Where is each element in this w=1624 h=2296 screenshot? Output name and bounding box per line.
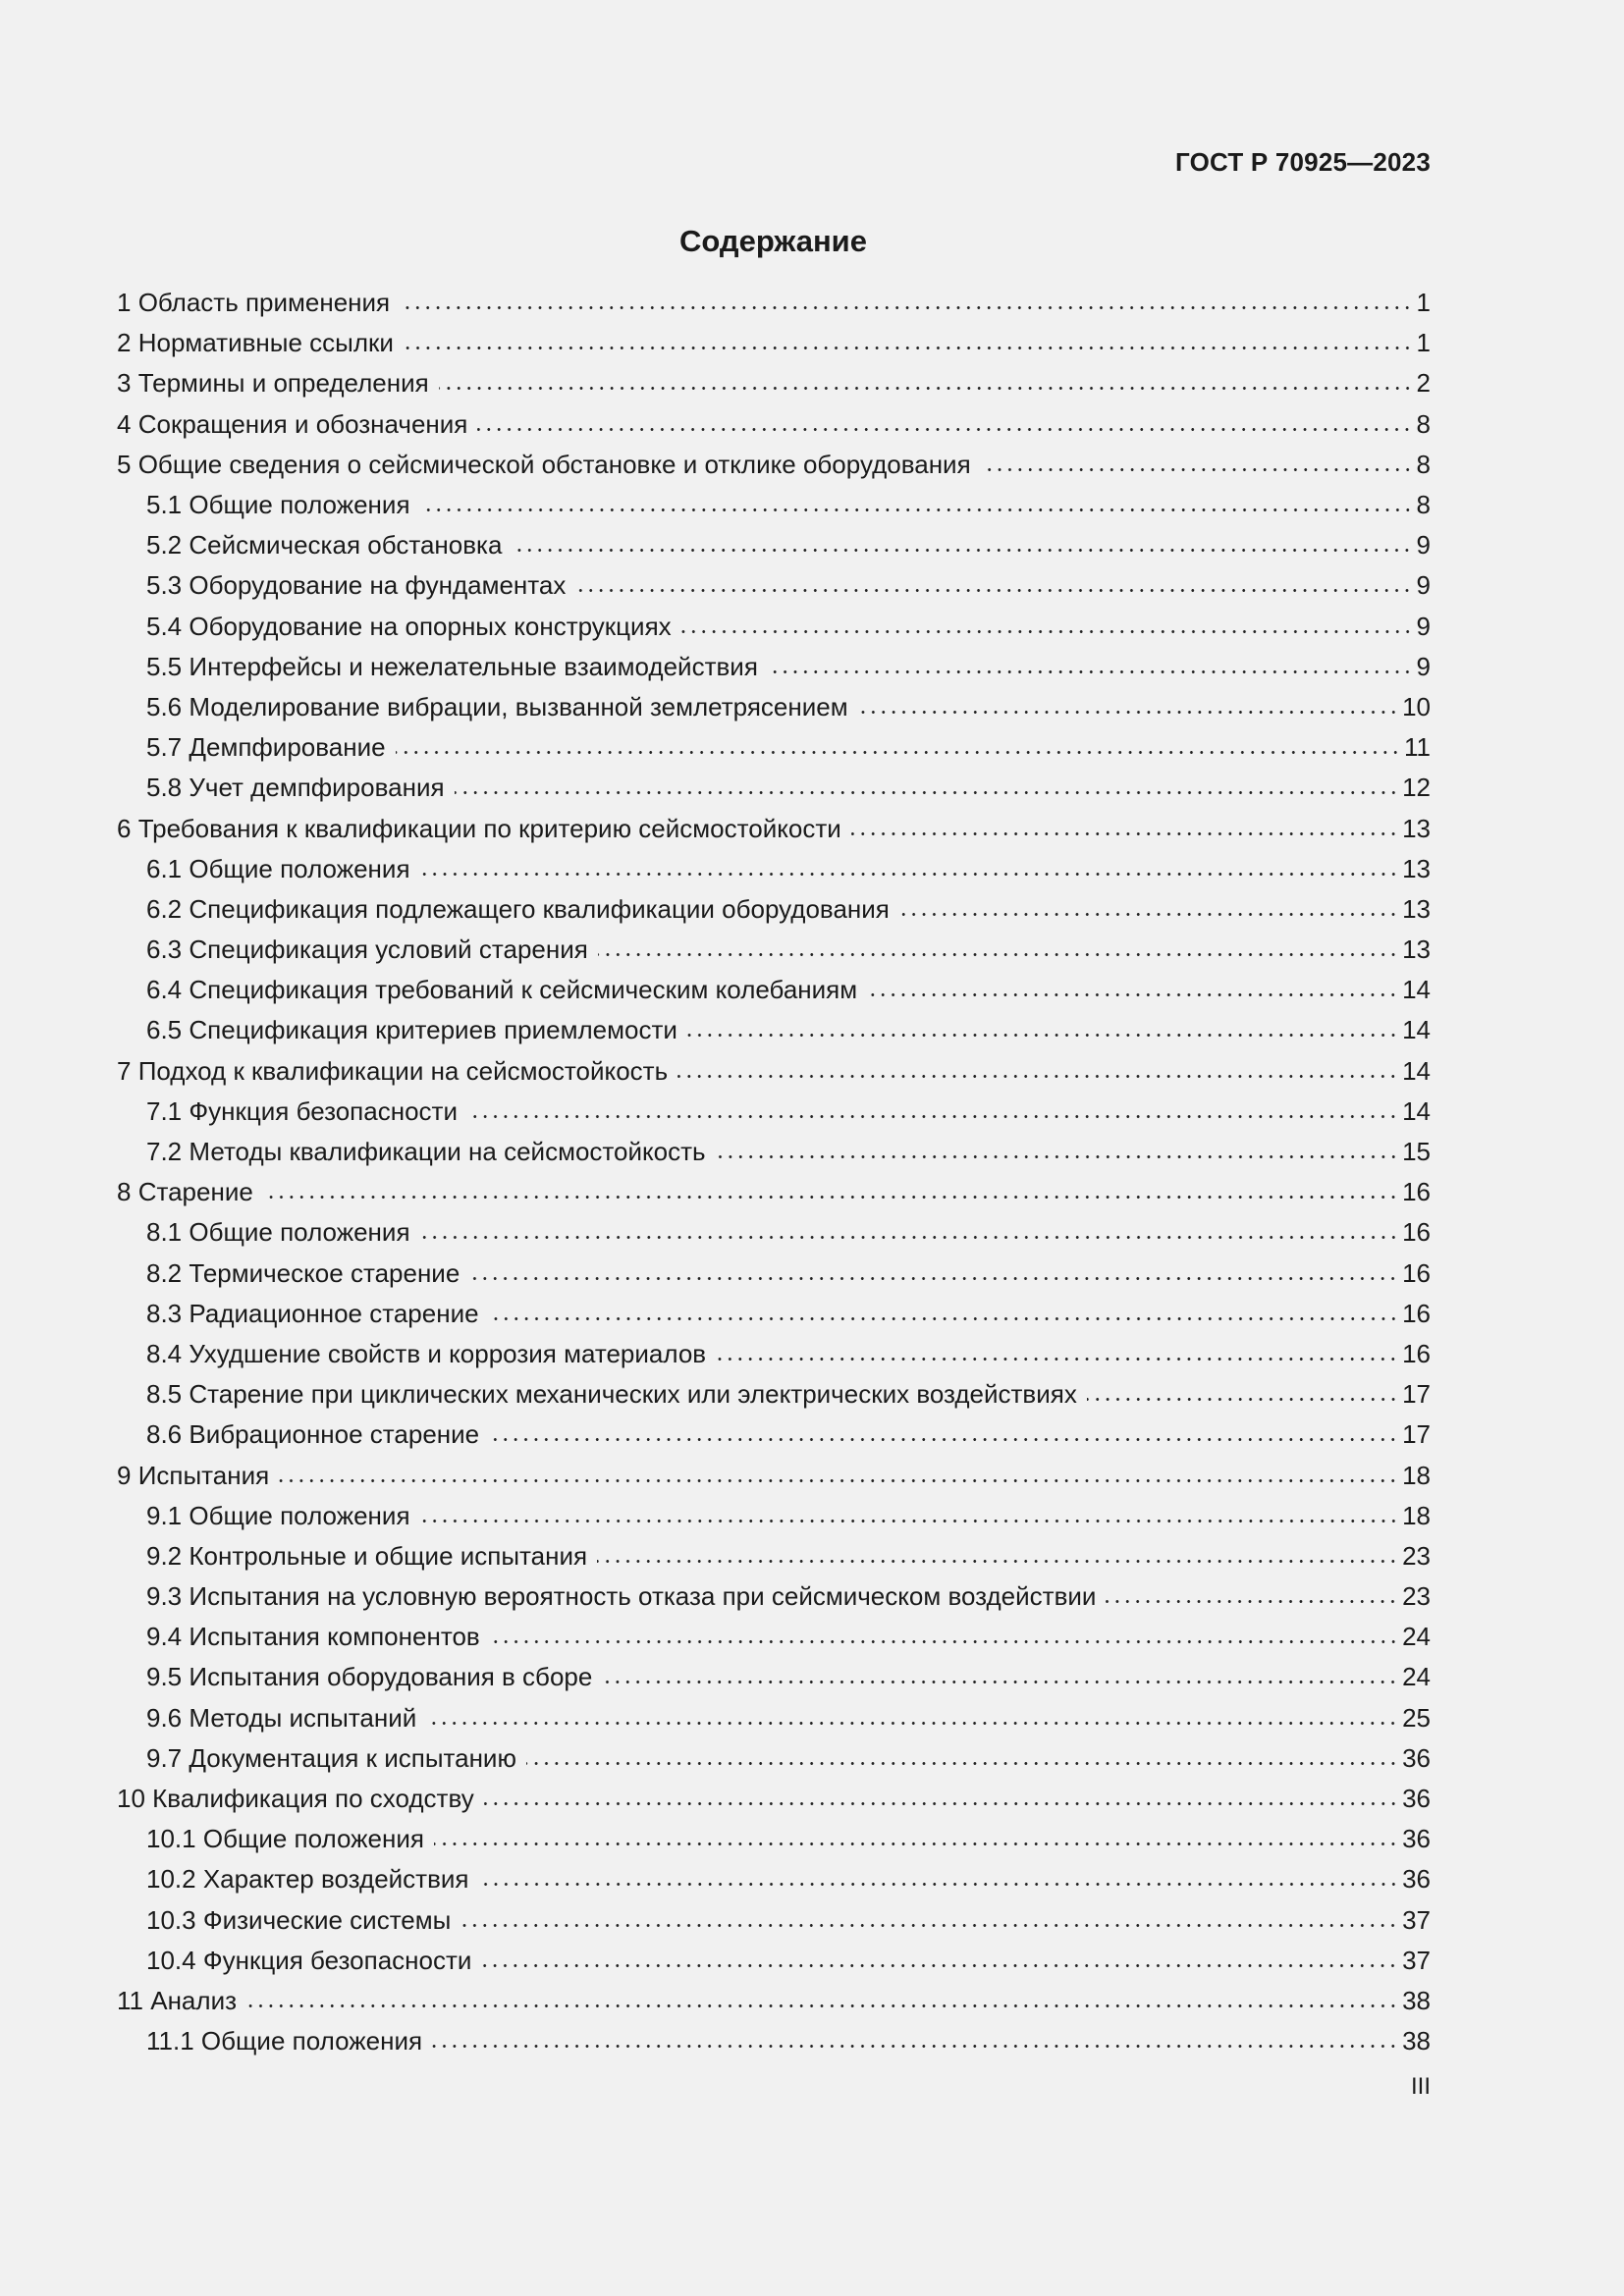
toc-entry-number: 9.1	[146, 1500, 183, 1530]
toc-entry-page: 2	[1416, 368, 1431, 399]
dot-leader	[490, 1640, 1398, 1643]
toc-entry-label	[146, 652, 758, 682]
dot-leader	[575, 589, 1412, 592]
toc-entry-number: 1	[117, 288, 132, 318]
dot-leader	[677, 1075, 1398, 1078]
toc-entry-label	[117, 1177, 253, 1207]
toc-entry-title: Испытания	[137, 1460, 270, 1490]
toc-entry-title: Методы квалификации на сейсмостойкость	[189, 1137, 706, 1167]
toc-entry-1[interactable]	[117, 283, 1431, 323]
dot-leader	[404, 347, 1413, 349]
toc-entry-page: 13	[1402, 934, 1431, 965]
toc-entry-number: 10	[117, 1784, 145, 1814]
toc-entry-label	[146, 1662, 592, 1692]
toc-entry-4[interactable]	[117, 404, 1431, 445]
toc-entry-10-2[interactable]	[117, 1859, 1431, 1899]
toc-entry-number: 8.4	[146, 1338, 183, 1368]
toc-entry-7-2[interactable]	[117, 1132, 1431, 1172]
toc-entry-8-2[interactable]	[117, 1254, 1431, 1294]
toc-entry-9-5[interactable]	[117, 1657, 1431, 1697]
toc-entry-label	[146, 1622, 480, 1652]
toc-entry-title: Характер воздействия	[202, 1864, 469, 1895]
toc-entry-title: Сокращения и обозначения	[137, 408, 468, 439]
toc-entry-page: 14	[1402, 1055, 1431, 1086]
toc-entry-page: 16	[1402, 1257, 1431, 1288]
dot-leader	[716, 1155, 1398, 1158]
toc-entry-title: Общие положения	[189, 1217, 410, 1248]
toc-entry-page: 36	[1402, 1864, 1431, 1895]
toc-entry-page: 1	[1416, 288, 1431, 318]
toc-entry-page: 8	[1416, 408, 1431, 439]
toc-entry-label	[146, 530, 502, 561]
page-number: III	[1410, 2073, 1431, 2100]
toc-entry-number: 5.5	[146, 651, 183, 681]
dot-leader	[477, 428, 1412, 431]
toc-entry-label	[146, 1703, 416, 1734]
toc-entry-number: 10.1	[146, 1824, 196, 1854]
toc-entry-5-5[interactable]	[117, 647, 1431, 687]
toc-entry-label	[117, 1056, 668, 1087]
toc-entry-label	[146, 1905, 451, 1936]
toc-entry-6-3[interactable]	[117, 930, 1431, 970]
toc-entry-page: 12	[1402, 773, 1431, 803]
toc-entry-number: 5.6	[146, 691, 183, 721]
toc-entry-title: Радиационное старение	[189, 1298, 479, 1328]
dot-leader	[434, 1842, 1398, 1845]
toc-entry-label	[146, 1217, 410, 1248]
toc-entry-title: Сейсмическая обстановка	[189, 530, 503, 561]
toc-entry-number: 7	[117, 1055, 132, 1086]
toc-entry-title: Общие сведения о сейсмической обстановке и отклике оборудования	[137, 449, 971, 479]
toc-entry-number: 11.1	[146, 2026, 194, 2056]
table-of-contents	[117, 283, 1431, 2061]
toc-entry-label	[146, 1258, 460, 1289]
toc-entry-label	[146, 1864, 469, 1895]
toc-entry-title: Спецификация критериев приемлемости	[189, 1015, 677, 1045]
toc-entry-page: 37	[1402, 1904, 1431, 1935]
toc-entry-label	[146, 2026, 422, 2056]
toc-entry-title: Общие положения	[202, 1824, 424, 1854]
toc-title: Содержание	[679, 224, 867, 258]
dot-leader	[526, 1762, 1398, 1765]
toc-entry-5-3[interactable]	[117, 565, 1431, 606]
toc-entry-number: 5	[117, 449, 132, 479]
toc-entry-number: 6	[117, 813, 132, 843]
toc-entry-label	[146, 1824, 424, 1854]
toc-entry-label	[146, 570, 566, 601]
toc-entry-label	[117, 409, 467, 440]
toc-entry-page: 17	[1402, 1419, 1431, 1450]
toc-entry-title: Термины и определения	[137, 368, 429, 399]
toc-entry-title: Нормативные ссылки	[137, 328, 394, 358]
toc-entry-number: 2	[117, 328, 132, 358]
toc-entry-2[interactable]	[117, 323, 1431, 363]
dot-leader	[512, 549, 1412, 552]
toc-entry-title: Требования к квалификации по критерию сейсмостойкости	[137, 813, 841, 843]
toc-entry-label	[117, 814, 841, 844]
toc-entry-page: 38	[1402, 2026, 1431, 2056]
toc-entry-number: 5.7	[146, 732, 183, 763]
toc-entry-title: Анализ	[150, 1985, 238, 2015]
dot-leader	[598, 953, 1398, 956]
toc-entry-label	[117, 1986, 237, 2016]
toc-entry-page: 23	[1402, 1540, 1431, 1571]
toc-entry-page: 10	[1402, 691, 1431, 721]
dot-leader	[681, 630, 1413, 633]
toc-entry-title: Документация к испытанию	[189, 1742, 516, 1773]
toc-entry-page: 1	[1416, 328, 1431, 358]
toc-entry-page: 9	[1416, 530, 1431, 561]
dot-leader	[899, 913, 1398, 916]
toc-entry-page: 9	[1416, 611, 1431, 641]
toc-entry-label	[146, 1096, 458, 1127]
toc-entry-title: Физические системы	[202, 1904, 452, 1935]
toc-entry-6-1[interactable]	[117, 849, 1431, 889]
toc-entry-title: Учет демпфирования	[189, 773, 445, 803]
toc-entry-6[interactable]	[117, 808, 1431, 848]
toc-entry-8-1[interactable]	[117, 1212, 1431, 1253]
toc-entry-page: 13	[1402, 853, 1431, 883]
toc-entry-9[interactable]	[117, 1455, 1431, 1495]
toc-entry-title: Контрольные и общие испытания	[189, 1540, 588, 1571]
toc-entry-number: 6.3	[146, 934, 183, 965]
toc-entry-page: 36	[1402, 1824, 1431, 1854]
toc-entry-title: Старение	[137, 1177, 253, 1207]
toc-entry-number: 9.3	[146, 1581, 183, 1612]
toc-entry-title: Спецификация требований к сейсмическим колебаниям	[189, 975, 858, 1005]
toc-entry-label	[117, 368, 429, 399]
toc-entry-label	[117, 1461, 269, 1491]
toc-entry-9-1[interactable]	[117, 1496, 1431, 1536]
dot-leader	[858, 711, 1398, 714]
toc-entry-label	[117, 328, 394, 358]
toc-entry-title: Область применения	[137, 288, 391, 318]
toc-entry-page: 13	[1402, 813, 1431, 843]
dot-leader	[426, 1722, 1398, 1725]
toc-entry-8[interactable]	[117, 1172, 1431, 1212]
dot-leader	[279, 1479, 1398, 1482]
toc-entry-7-1[interactable]	[117, 1092, 1431, 1132]
dot-leader	[867, 993, 1398, 996]
toc-entry-7[interactable]	[117, 1051, 1431, 1092]
toc-entry-6-5[interactable]	[117, 1010, 1431, 1050]
dot-leader	[439, 387, 1413, 390]
toc-entry-10-3[interactable]	[117, 1900, 1431, 1941]
toc-entry-number: 8.3	[146, 1298, 183, 1328]
toc-entry-page: 13	[1402, 893, 1431, 924]
dot-leader	[460, 1924, 1398, 1927]
toc-entry-title: Общие положения	[189, 853, 410, 883]
toc-entry-6-4[interactable]	[117, 970, 1431, 1010]
toc-entry-title: Общие положения	[189, 1500, 410, 1530]
toc-entry-page: 18	[1402, 1500, 1431, 1530]
toc-entry-page: 14	[1402, 1015, 1431, 1045]
toc-entry-label	[146, 1419, 479, 1450]
toc-entry-8-3[interactable]	[117, 1294, 1431, 1334]
toc-entry-label	[146, 773, 445, 803]
toc-entry-page: 8	[1416, 490, 1431, 520]
toc-entry-title: Термическое старение	[189, 1257, 460, 1288]
toc-entry-8-5[interactable]	[117, 1374, 1431, 1415]
toc-entry-number: 8	[117, 1177, 132, 1207]
toc-entry-label	[146, 934, 588, 965]
toc-entry-number: 9.5	[146, 1662, 183, 1692]
toc-entry-11[interactable]	[117, 1981, 1431, 2021]
dot-leader	[455, 791, 1399, 794]
dot-leader	[768, 670, 1413, 673]
toc-entry-title: Испытания на условную вероятность отказа при сейсмическом воздействии	[189, 1581, 1097, 1612]
toc-entry-label	[146, 1541, 587, 1572]
toc-entry-5-6[interactable]	[117, 687, 1431, 727]
toc-entry-page: 38	[1402, 1985, 1431, 2015]
toc-entry-number: 8.2	[146, 1257, 183, 1288]
toc-entry-title: Подход к квалификации на сейсмостойкость	[137, 1055, 669, 1086]
toc-entry-10-4[interactable]	[117, 1941, 1431, 1981]
toc-entry-10[interactable]	[117, 1779, 1431, 1819]
toc-entry-5-8[interactable]	[117, 768, 1431, 808]
toc-entry-5-2[interactable]	[117, 525, 1431, 565]
toc-entry-number: 5.8	[146, 773, 183, 803]
toc-entry-page: 16	[1402, 1298, 1431, 1328]
dot-leader	[851, 832, 1398, 835]
toc-entry-title: Оборудование на опорных конструкциях	[189, 611, 672, 641]
toc-entry-9-6[interactable]	[117, 1698, 1431, 1738]
dot-leader	[432, 2045, 1398, 2048]
toc-entry-label	[146, 1946, 471, 1976]
toc-entry-8-6[interactable]	[117, 1415, 1431, 1455]
toc-entry-number: 10.4	[146, 1945, 196, 1975]
toc-entry-page: 9	[1416, 651, 1431, 681]
toc-entry-number: 9.6	[146, 1702, 183, 1733]
toc-entry-number: 4	[117, 408, 132, 439]
toc-entry-label	[146, 1379, 1077, 1410]
dot-leader	[716, 1358, 1398, 1361]
toc-entry-label	[146, 854, 410, 884]
toc-entry-label	[146, 692, 848, 722]
dot-leader	[420, 508, 1413, 511]
toc-entry-label	[146, 490, 410, 520]
toc-entry-page: 23	[1402, 1581, 1431, 1612]
dot-leader	[420, 1236, 1399, 1239]
toc-entry-title: Спецификация условий старения	[189, 934, 588, 965]
toc-entry-5-4[interactable]	[117, 607, 1431, 647]
toc-entry-label	[146, 894, 890, 925]
toc-entry-number: 9.2	[146, 1540, 183, 1571]
toc-entry-page: 24	[1402, 1622, 1431, 1652]
toc-entry-number: 9.7	[146, 1742, 183, 1773]
toc-entry-page: 15	[1402, 1137, 1431, 1167]
toc-entry-title: Функция безопасности	[202, 1945, 472, 1975]
toc-entry-number: 8.6	[146, 1419, 183, 1450]
toc-entry-9-7[interactable]	[117, 1738, 1431, 1779]
toc-entry-page: 16	[1402, 1217, 1431, 1248]
toc-entry-10-1[interactable]	[117, 1819, 1431, 1859]
toc-entry-5-1[interactable]	[117, 485, 1431, 525]
toc-entry-page: 36	[1402, 1742, 1431, 1773]
toc-entry-page: 14	[1402, 975, 1431, 1005]
toc-entry-5-7[interactable]	[117, 727, 1431, 768]
toc-entry-title: Общие положения	[189, 490, 410, 520]
toc-entry-title: Интерфейсы и нежелательные взаимодействия	[189, 651, 758, 681]
toc-entry-label	[117, 1784, 474, 1814]
toc-entry-number: 5.2	[146, 530, 183, 561]
dot-leader	[481, 1964, 1398, 1967]
toc-entry-title: Оборудование на фундаментах	[189, 570, 567, 601]
dot-leader	[396, 751, 1400, 754]
toc-entry-page: 17	[1402, 1379, 1431, 1410]
toc-entry-number: 8.5	[146, 1379, 183, 1410]
toc-entry-number: 6.5	[146, 1015, 183, 1045]
toc-entry-6-2[interactable]	[117, 889, 1431, 930]
toc-entry-number: 3	[117, 368, 132, 399]
toc-entry-label	[146, 1299, 479, 1329]
toc-entry-number: 7.1	[146, 1095, 183, 1126]
dot-leader	[687, 1034, 1398, 1037]
toc-entry-label	[146, 1339, 706, 1369]
toc-entry-number: 6.1	[146, 853, 183, 883]
toc-entry-label	[117, 288, 390, 318]
dot-leader	[479, 1883, 1399, 1886]
dot-leader	[420, 1520, 1399, 1522]
dot-leader	[602, 1681, 1398, 1683]
toc-entry-title: Квалификация по сходству	[152, 1784, 474, 1814]
toc-entry-page: 25	[1402, 1702, 1431, 1733]
toc-entry-number: 10.3	[146, 1904, 196, 1935]
toc-entry-3[interactable]	[117, 363, 1431, 403]
dot-leader	[981, 468, 1413, 471]
toc-entry-title: Общие положения	[200, 2026, 423, 2056]
toc-entry-title: Ухудшение свойств и коррозия материалов	[189, 1338, 707, 1368]
toc-entry-title: Функция безопасности	[189, 1095, 458, 1126]
toc-entry-number: 9.4	[146, 1622, 183, 1652]
toc-entry-title: Старение при циклических механических или электрических воздействиях	[189, 1379, 1077, 1410]
toc-entry-label	[146, 612, 672, 642]
dot-leader	[1106, 1600, 1398, 1603]
toc-entry-label	[146, 1137, 706, 1167]
dot-leader	[467, 1115, 1398, 1118]
toc-entry-label	[117, 450, 971, 480]
dot-leader	[263, 1196, 1398, 1199]
dot-leader	[246, 2004, 1398, 2007]
toc-entry-page: 36	[1402, 1784, 1431, 1814]
toc-entry-title: Методы испытаний	[189, 1702, 417, 1733]
dot-leader	[400, 306, 1412, 309]
toc-entry-page: 18	[1402, 1460, 1431, 1490]
toc-entry-number: 7.2	[146, 1137, 183, 1167]
toc-entry-page: 8	[1416, 449, 1431, 479]
toc-entry-9-2[interactable]	[117, 1536, 1431, 1576]
toc-entry-title: Спецификация подлежащего квалификации оборудования	[189, 893, 890, 924]
toc-entry-8-4[interactable]	[117, 1334, 1431, 1374]
toc-entry-label	[146, 1581, 1096, 1612]
toc-entry-9-4[interactable]	[117, 1617, 1431, 1657]
toc-entry-page: 16	[1402, 1338, 1431, 1368]
toc-entry-page: 24	[1402, 1662, 1431, 1692]
toc-entry-11-1[interactable]	[117, 2021, 1431, 2061]
toc-entry-number: 5.4	[146, 611, 183, 641]
toc-entry-label	[146, 975, 857, 1005]
toc-entry-label	[146, 1501, 410, 1531]
toc-entry-number: 5.3	[146, 570, 183, 601]
toc-entry-title: Моделирование вибрации, вызванной землетрясением	[189, 691, 848, 721]
toc-entry-page: 14	[1402, 1095, 1431, 1126]
dot-leader	[469, 1277, 1398, 1280]
document-code: ГОСТ Р 70925—2023	[1175, 147, 1431, 177]
toc-entry-page: 9	[1416, 570, 1431, 601]
toc-entry-title: Испытания оборудования в сборе	[189, 1662, 593, 1692]
toc-entry-title: Демпфирование	[189, 732, 386, 763]
toc-entry-title: Испытания компонентов	[189, 1622, 480, 1652]
toc-entry-page: 11	[1404, 732, 1431, 763]
dot-leader	[597, 1560, 1398, 1563]
toc-entry-number: 10.2	[146, 1864, 196, 1895]
toc-entry-number: 11	[117, 1985, 143, 2015]
toc-entry-number: 8.1	[146, 1217, 183, 1248]
dot-leader	[484, 1802, 1398, 1805]
toc-entry-number: 6.4	[146, 975, 183, 1005]
toc-entry-label	[146, 732, 386, 763]
toc-entry-page: 16	[1402, 1177, 1431, 1207]
dot-leader	[1087, 1398, 1398, 1401]
toc-entry-9-3[interactable]	[117, 1576, 1431, 1617]
toc-entry-label	[146, 1015, 677, 1045]
toc-entry-label	[146, 1743, 516, 1774]
dot-leader	[489, 1438, 1398, 1441]
toc-entry-number: 6.2	[146, 893, 183, 924]
toc-entry-5[interactable]	[117, 445, 1431, 485]
dot-leader	[489, 1317, 1399, 1320]
toc-entry-number: 9	[117, 1460, 132, 1490]
toc-entry-title: Вибрационное старение	[189, 1419, 480, 1450]
toc-entry-number: 5.1	[146, 490, 183, 520]
toc-entry-page: 37	[1402, 1945, 1431, 1975]
dot-leader	[420, 873, 1399, 876]
